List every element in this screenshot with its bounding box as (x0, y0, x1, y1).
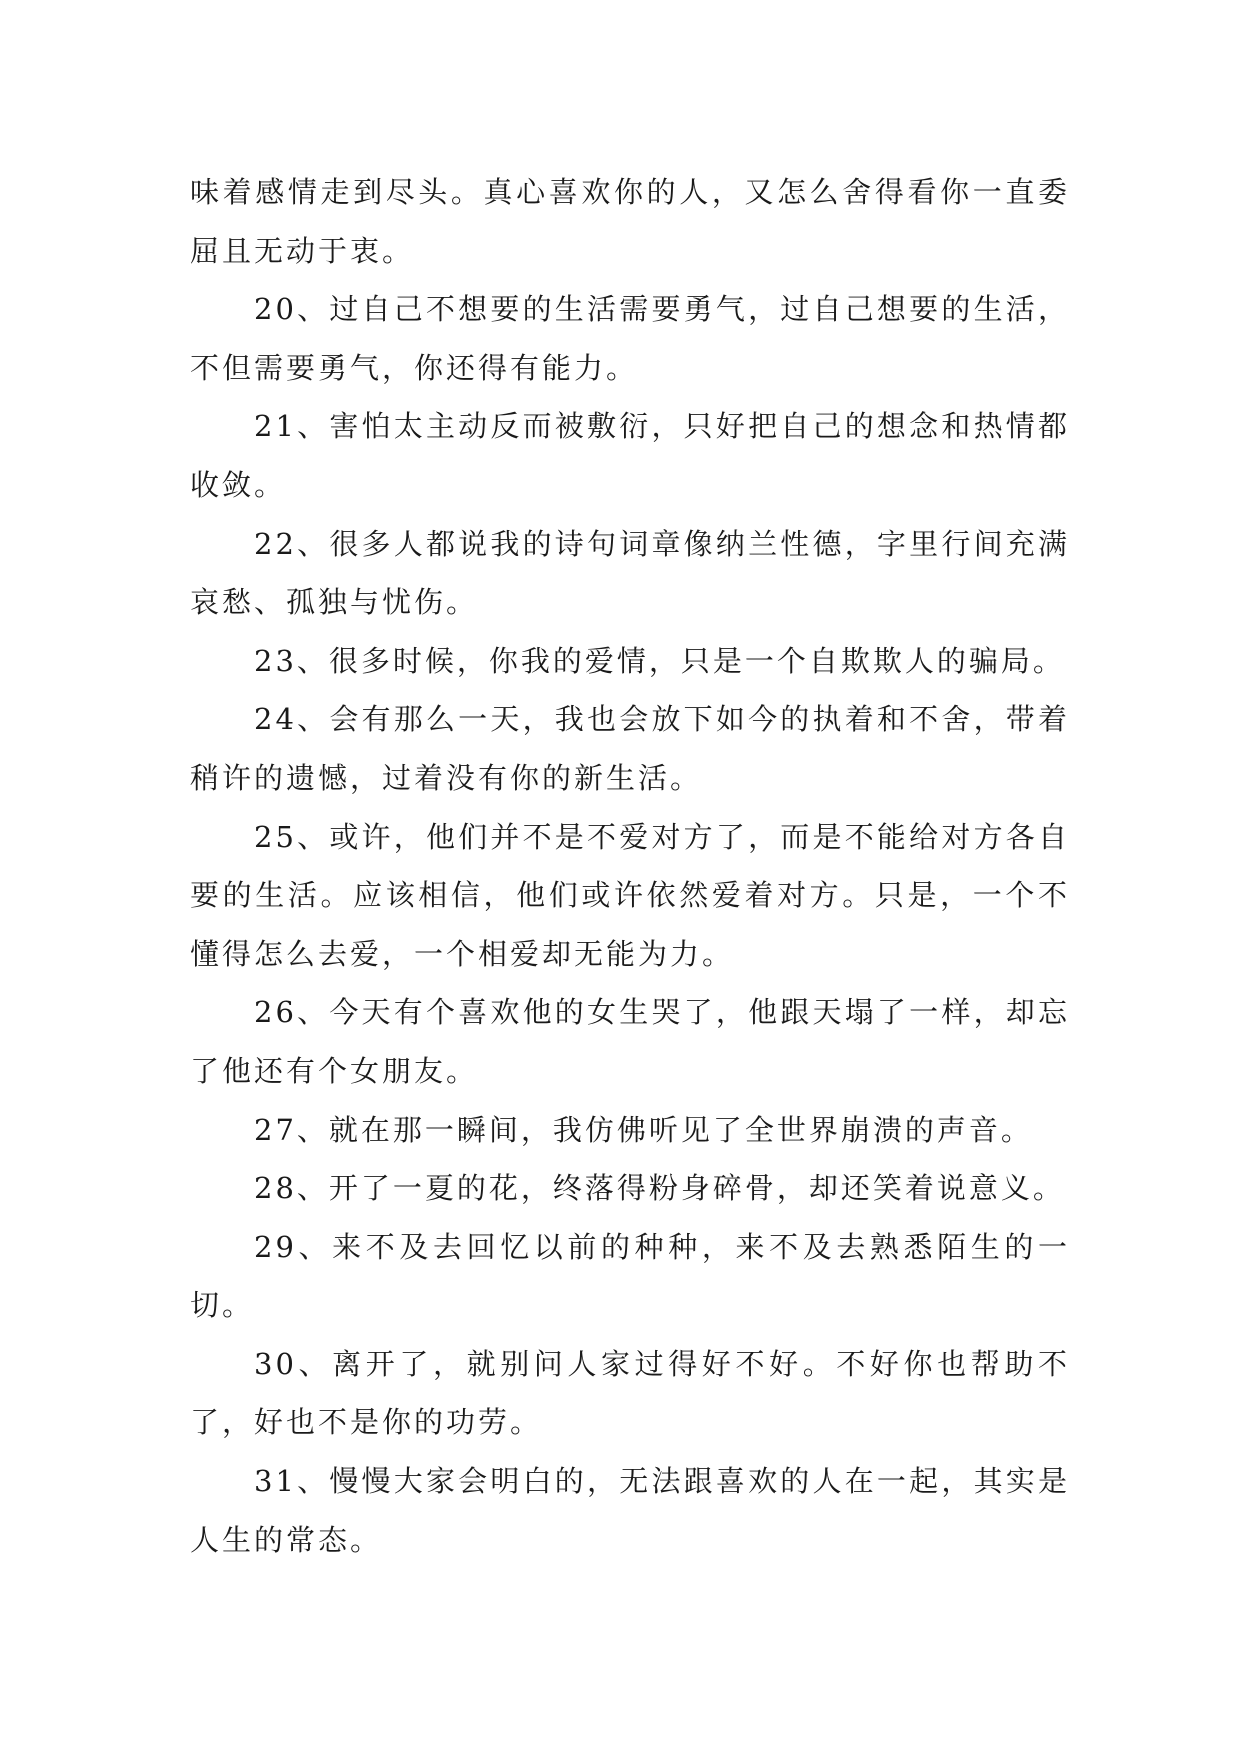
paragraph-item-28: 28、开了一夏的花，终落得粉身碎骨，却还笑着说意义。 (254, 1171, 1065, 1206)
paragraph-item-24: 24、会有那么一天，我也会放下如今的执着和不舍，带着稍许的遗憾，过着没有你的新生活。 (190, 702, 1070, 795)
paragraph-item-21: 21、害怕太主动反而被敷衍，只好把自己的想念和热情都收敛。 (190, 409, 1070, 502)
paragraph-item-26: 26、今天有个喜欢他的女生哭了，他跟天塌了一样，却忘了他还有个女朋友。 (190, 995, 1070, 1088)
paragraph-item-23: 23、很多时候，你我的爱情，只是一个自欺欺人的骗局。 (254, 643, 1065, 678)
paragraph-item-27: 27、就在那一瞬间，我仿佛听见了全世界崩溃的声音。 (254, 1112, 1033, 1147)
paragraph-continued: 味着感情走到尽头。真心喜欢你的人，又怎么舍得看你一直委屈且无动于衷。 (190, 175, 1070, 268)
paragraph-item-30: 30、离开了，就别问人家过得好不好。不好你也帮助不了，好也不是你的功劳。 (190, 1346, 1070, 1440)
paragraph-item-29: 29、来不及去回忆以前的种种，来不及去熟悉陌生的一切。 (190, 1229, 1070, 1323)
paragraph-item-22: 22、很多人都说我的诗句词章像纳兰性德，字里行间充满哀愁、孤独与忧伤。 (190, 526, 1070, 620)
document-body (190, 163, 1070, 1569)
paragraph-item-31: 31、慢慢大家会明白的，无法跟喜欢的人在一起，其实是人生的常态。 (190, 1464, 1070, 1557)
paragraph-item-20: 20、过自己不想要的生活需要勇气，过自己想要的生活，不但需要勇气，你还得有能力。 (190, 292, 1070, 385)
paragraph-item-25: 25、或许，他们并不是不爱对方了，而是不能给对方各自要的生活。应该相信，他们或许依然爱着对方。只是，一个不懂得怎么去爱，一个相爱却无能为力。 (190, 819, 1070, 971)
